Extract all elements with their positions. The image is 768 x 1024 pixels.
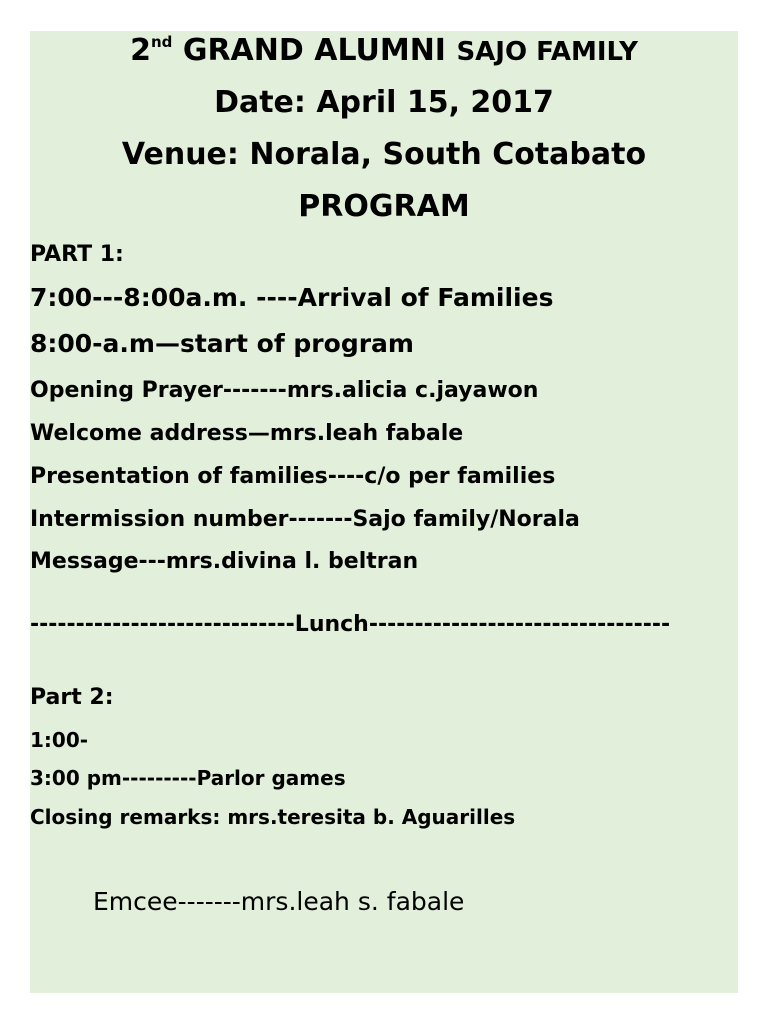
program-item: Intermission number-------Sajo family/Norala bbox=[30, 507, 580, 532]
event-venue: Venue: Norala, South Cotabato bbox=[121, 137, 647, 172]
program-item: Message---mrs.divina l. beltran bbox=[30, 549, 419, 574]
program-page bbox=[30, 31, 738, 993]
arrival-line: 7:00---8:00a.m. ----Arrival of Families bbox=[30, 283, 554, 312]
title-ordinal-suffix: nd bbox=[150, 33, 173, 51]
lunch-divider: -----------------------------Lunch--------------------------------- bbox=[30, 612, 671, 637]
part2-time-start: 1:00- bbox=[30, 728, 89, 752]
title-ordinal-number: 2 bbox=[130, 33, 151, 68]
program-item: Welcome address—mrs.leah fabale bbox=[30, 421, 464, 446]
parlor-games-line: 3:00 pm---------Parlor games bbox=[30, 766, 346, 790]
event-date: Date: April 15, 2017 bbox=[214, 85, 554, 120]
title-main: GRAND ALUMNI bbox=[182, 33, 446, 68]
program-item: Presentation of families----c/o per families bbox=[30, 464, 556, 489]
program-start-line: 8:00-a.m—start of program bbox=[30, 329, 414, 358]
closing-remarks-line: Closing remarks: mrs.teresita b. Aguarilles bbox=[30, 805, 516, 829]
event-title bbox=[30, 33, 738, 68]
program-heading: PROGRAM bbox=[298, 189, 470, 224]
program-item: Opening Prayer-------mrs.alicia c.jayawon bbox=[30, 378, 539, 403]
part1-label: PART 1: bbox=[30, 242, 124, 267]
part2-label: Part 2: bbox=[30, 685, 114, 710]
title-family: SAJO FAMILY bbox=[456, 37, 638, 67]
emcee-line: Emcee-------mrs.leah s. fabale bbox=[93, 887, 465, 916]
